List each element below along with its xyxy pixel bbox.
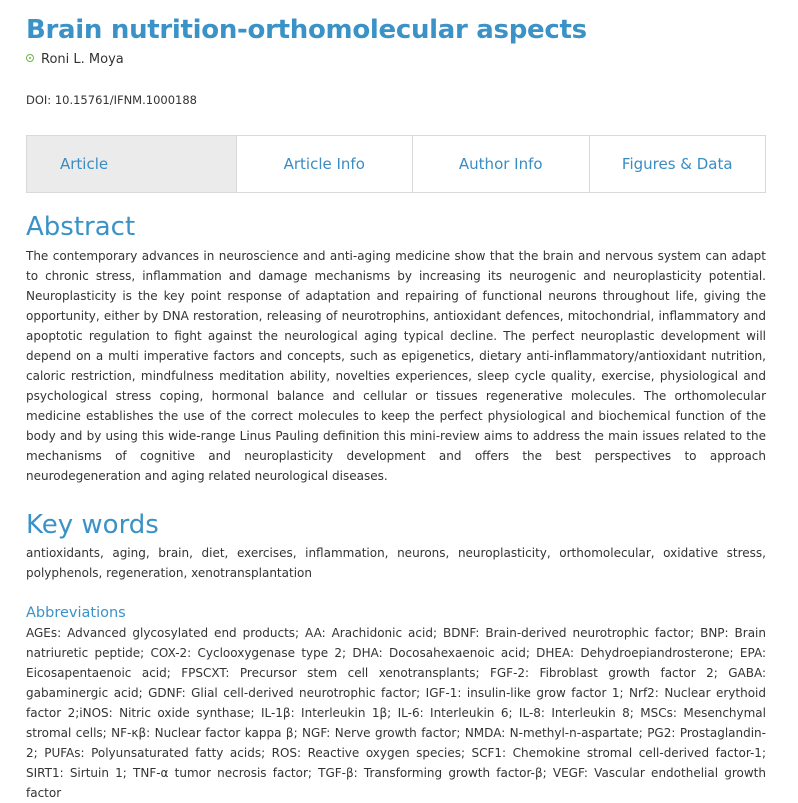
article-title: Brain nutrition-orthomolecular aspects <box>26 15 587 45</box>
abstract-text: The contemporary advances in neuroscience and anti-aging medicine show that the brain and nervous system can adapt to chronic stress, inflammation and damage mechanisms by increasing its neurogenic and neuroplasticity potential. Neuroplasticity is the key point response of adaptation and repairing of functional neurons throughout life, giving the opportunity, either by DNA restoration, releasing of neurotrophins, antioxidant defences, mitochondrial, inflammatory and apoptotic regulation to fight against the neurological aging typical decline. The perfect neuroplastic development will depend on a multi imperative factors and concepts, such as epigenetics, dietary anti-inflammatory/antioxidant nutrition, caloric restriction, mindfulness meditation ability, novelties experiences, sleep cycle quality, exercise, physiological and psychological stress coping, hormonal balance and cellular or tissues regenerative molecules. The orthomolecular medicine establishes the use of the correct molecules to keep the perfect physiological and biochemical function of the body and by using this wide-range Linus Pauling definition this mini-review aims to address the main issues related to the mechanisms of cognitive and neuroplasticity development and offers the best perspectives to approach neurodegeneration and aging related neurological diseases. <box>26 249 766 483</box>
abstract-heading: Abstract <box>26 212 136 242</box>
tab-article-info[interactable]: Article Info <box>236 136 413 192</box>
abbreviations-heading: Abbreviations <box>26 605 126 621</box>
tab-article[interactable]: Article <box>27 136 236 192</box>
keywords-heading: Key words <box>26 510 159 540</box>
author-line <box>26 51 124 69</box>
tab-author-info[interactable]: Author Info <box>412 136 589 192</box>
article-tabs <box>26 135 766 193</box>
author-name[interactable]: Roni L. Moya <box>41 52 124 67</box>
abbreviations-text: AGEs: Advanced glycosylated end products; AA: Arachidonic acid; BDNF: Brain-derived neurotrophic factor; BNP: Brain natriuretic peptide; COX-2: Cyclooxygenase type 2; DHA: Docosahexaenoic acid; DHEA: Dehydroepiandrosterone; EPA: Eicosapentaenoic acid; FPSCXT: Precursor stem cell xenotransplants; FGF-2: Fibroblast growth factor 2; GABA: gabaminergic acid; GDNF: Glial cell-derived neurotrophic factor; IGF-1: insulin-like grow factor 1; Nrf2: Nuclear erythoid factor 2;iNOS: Nitric oxide synthase; IL-1β: Interleukin 1β; IL-6: Interleukin 6; IL-8: Interleukin 8; MSCs: Mesenchymal stromal cells; NF-κβ: Nuclear factor kappa β; NGF: Nerve growth factor; NMDA: N-methyl-n-aspartate; PG2: Prostaglandin-2; PUFAs: Polyunsaturated fatty acids; ROS: Reactive oxygen species; SCF1: Chemokine stromal cell-derived factor-1; SIRT1: Sirtuin 1; TNF-α tumor necrosis factor; TGF-β: Transforming growth factor-β; VEGF: Vascular endothelial growth factor <box>26 626 766 800</box>
keywords-text: antioxidants, aging, brain, diet, exercises, inflammation, neurons, neuroplasticity, orthomolecular, oxidative stress, polyphenols, regeneration, xenotransplantation <box>26 546 766 580</box>
doi-text: DOI: 10.15761/IFNM.1000188 <box>26 93 197 107</box>
orcid-circle-icon <box>26 54 34 62</box>
tab-figures-data[interactable]: Figures & Data <box>589 136 766 192</box>
